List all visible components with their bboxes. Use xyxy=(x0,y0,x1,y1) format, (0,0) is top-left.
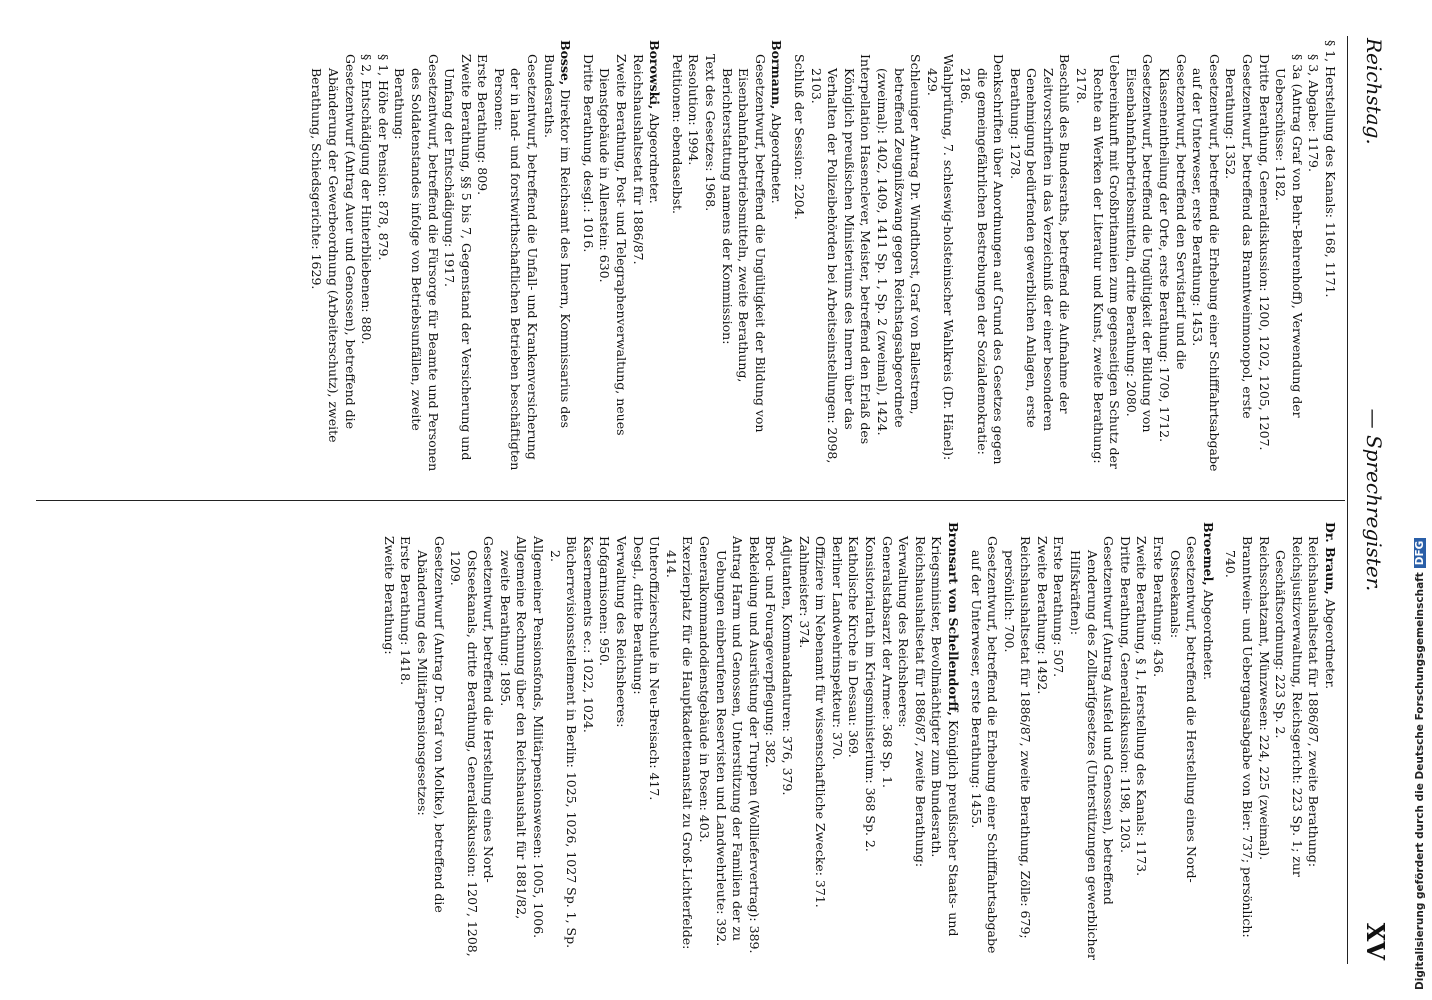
entry-text: Erste Berathung: 436. xyxy=(1151,536,1167,678)
entry-line xyxy=(540,40,573,480)
entry-line xyxy=(397,522,414,962)
entry-text: Resolution: 1994. xyxy=(686,54,702,166)
entry-text: Petitionen: ebendaselbst. xyxy=(669,54,685,215)
entry-text: Gesetzentwurf, betreffend die Ungültigkeit der Bildung von Eisenbahnfahrbetriebsmitteln, dritte Berathung: 2080. xyxy=(1123,54,1156,433)
entry-text: Gesetzentwurf, betreffend den Servistarif und die Klasseneintheilung der Orte, erste Berathung: 1709, 1712. xyxy=(1157,54,1189,443)
entry-text: Gesetzentwurf, betreffend das Branntweinmonopol, erste Berathung: 1352. xyxy=(1223,54,1256,419)
entry-line xyxy=(845,522,862,962)
entry-line xyxy=(1222,40,1255,480)
dfg-logo: DFG xyxy=(1414,538,1426,569)
speaker-name: Borowski, xyxy=(647,40,663,110)
entry-line xyxy=(1255,522,1272,962)
entry-line xyxy=(1067,522,1117,962)
entry-text: Adjutanten, Kommandanturen: 376, 379. xyxy=(780,536,795,796)
entry-text: Gesetzentwurf, betreffend die Fürsorge für Beamte und Personen des Soldatenstandes infolge von Betriebsunfällen, zweite Berathung: xyxy=(392,54,441,472)
entry-line xyxy=(1272,522,1305,962)
entry-text: Gesetzentwurf, betreffend die Herstellung eines Nord-Ostseekanals: xyxy=(1167,536,1200,883)
entry-line xyxy=(1006,40,1072,480)
entry-text: Dritte Berathung, Generaldiskussion: 1200, 1202, 1205, 1207. xyxy=(1256,54,1272,451)
entry-text: Interpellation Hasenclever, Meister, betreffend den Erlaß des Königlich preußischen Ministeriums des Innern über das Verhalten der Polizeibehörden bei Arbeitseinstellungen: 2098, 2103. xyxy=(808,54,874,464)
register-entry xyxy=(668,40,784,480)
entry-text: Zweite Berathung: 1492. xyxy=(1034,536,1050,695)
entry-line xyxy=(1222,522,1255,962)
entry-line xyxy=(795,522,812,962)
entry-text: Konsistorialrath im Kriegsministerium: 368 Sp. 2. xyxy=(862,536,878,852)
entry-text: § 1, Herstellung des Kanals: 1168, 1171. xyxy=(1323,40,1338,298)
entry-line xyxy=(1305,40,1322,480)
entry-text: Generalstabsarzt der Armee: 368 Sp. 1. xyxy=(879,536,895,789)
speaker-name: Bosse, xyxy=(558,40,574,86)
entry-text: Exerzierplatz für die Hauptkadettenanstalt zu Groß-Lichterfelde: 414. xyxy=(663,536,696,950)
entry-line xyxy=(956,40,1006,480)
entry-line xyxy=(873,40,923,480)
entry-text: Schleuniger Antrag Dr. Windthorst, Graf von Ballestrem, betreffend Zeugnißzwang gegen Reichstagsabgeordnete (zweimal): 1402, 1409, 1411 Sp. 1, Sp. 2 (zweimal), 1424. xyxy=(874,54,924,436)
entry-text: Antrag Harm und Genossen, Unterstützung der Familien der zu Uebungen einberufenen Reservisten und Landwehrleute: 392. xyxy=(713,536,746,947)
entry-text: Zweite Berathung, § 1, Herstellung des Kanals: 1173. xyxy=(1134,536,1150,877)
entry-text: Schluß der Session: 2204. xyxy=(792,54,807,220)
entry-text: Bekleidung und Ausrüstung der Truppen (Wollliefervertrag): 389. xyxy=(746,536,762,954)
entry-line xyxy=(768,40,785,480)
entry-line xyxy=(1189,40,1222,480)
entry-text: Zweite Berathung, Post- und Telegraphenverwaltung, neues Dienstgebäude in Allenstein: 630. xyxy=(597,54,630,436)
entry-line xyxy=(579,40,596,480)
credit-text: Digitalisierung gefördert durch die Deutsche Forschungsgemeinschaft xyxy=(1414,572,1426,990)
register-entry xyxy=(380,522,961,962)
entry-line xyxy=(596,522,613,962)
entry-text: Reichsjustizverwaltung, Reichsgericht: 223 Sp. 1; zur Geschäftsordnung: 223 Sp. 2. xyxy=(1273,536,1305,877)
register-entry xyxy=(1222,522,1338,962)
left-column xyxy=(18,40,1338,480)
entry-text: Gesetzentwurf, betreffend die Erhebung einer Schifffahrtsabgabe auf der Unterweser, erste Berathung: 1453. xyxy=(1190,54,1222,472)
entry-text: Offiziere im Nebenamt für wissenschaftliche Zwecke: 371. xyxy=(813,536,829,908)
entry-line xyxy=(441,40,474,480)
digitization-credit-strip xyxy=(1412,0,1432,1000)
entry-text: Uebereinkunft mit Großbritannien zum gegenseitigen Schutz der Rechte an Werken der Literatur und Kunst, zweite Berathung: 2178. xyxy=(1074,54,1123,469)
entry-line xyxy=(712,522,745,962)
entry-text: Generalkommandodienstgebäude in Posen: 403. xyxy=(697,536,713,843)
entry-text: Berliner Landwehrinspekteur: 370. xyxy=(829,536,845,760)
entry-text: Branntwein- und Uebergangsabgabe von Bier: 737; persönlich: 740. xyxy=(1223,536,1256,938)
entry-text: § 1, Höhe der Pension: 878, 879. xyxy=(375,54,391,261)
right-column xyxy=(18,522,1338,962)
entry-line xyxy=(391,40,441,480)
entry-line xyxy=(668,40,685,480)
entry-line xyxy=(1166,522,1199,962)
entry-line xyxy=(861,522,878,962)
entry-text: Zweite Berathung, §§ 5 bis 7, Gegenstand der Versicherung und Umfang der Entschädigung: 1917. xyxy=(442,54,474,461)
entry-text: Abgeordneter. xyxy=(1323,598,1338,690)
entry-text: Zahlmeister: 374. xyxy=(796,536,812,649)
entry-text: Gesetzentwurf (Antrag Auer und Genossen), betreffend die Abänderung der Gewerbeordnung (Arbeiterschutz), zweite Berathung, Schiedsgerichte: 1629. xyxy=(309,54,358,443)
entry-line xyxy=(911,522,928,962)
entry-text: Dritte Berathung, Generaldiskussion: 1198, 1203. xyxy=(1117,536,1133,853)
entry-line xyxy=(1321,40,1338,480)
entry-line xyxy=(1155,40,1188,480)
entry-text: Gesetzentwurf, betreffend die Unfall- und Krankenversicherung der in land- und forstwirthschaftlichen Betrieben beschäftigten Personen: xyxy=(491,54,541,471)
entry-text: Erste Berathung: 809. xyxy=(475,54,491,196)
entry-text: Reichshaushaltsetat für 1886/87, zweite Berathung: xyxy=(912,536,928,868)
entry-text: Gesetzentwurf (Antrag Ausfeld und Genossen), betreffend Aenderung des Zolltarifgesetzes (Unterstützungen gewerblicher Hilfskräften): xyxy=(1068,536,1117,960)
speaker-name: Dr. Braun, xyxy=(1323,522,1338,595)
entry-line xyxy=(695,522,712,962)
entry-text: Abgeordneter. xyxy=(647,113,663,204)
entry-text: § 3, Abgabe: 1179. xyxy=(1306,54,1322,172)
page-number: XV xyxy=(1361,922,1390,960)
header-rule xyxy=(1347,36,1348,964)
entry-line xyxy=(967,522,1000,962)
entry-text: Unteroffizierschule in Neu-Breisach: 417. xyxy=(647,536,663,801)
entry-line xyxy=(474,40,491,480)
entry-line xyxy=(490,40,540,480)
entry-line xyxy=(596,40,629,480)
entry-line xyxy=(1033,522,1050,962)
entry-line xyxy=(546,522,579,962)
entry-line xyxy=(308,40,358,480)
entry-text: Verwaltung des Reichsheeres: xyxy=(614,536,630,728)
entry-text: Direktor im Reichsamt des Innern, Kommissarius des Bundesraths. xyxy=(541,54,574,429)
entry-text: Allgemeiner Pensionsfonds, Militärpensionswesen: 1005, 1006. xyxy=(531,536,547,939)
column-divider xyxy=(36,500,1345,501)
digitization-credit xyxy=(1414,538,1426,990)
entry-line xyxy=(790,40,807,480)
entry-text: Wahlprüfung, 7. schleswig-holsteinischer Wahlkreis (Dr. Hänel): 429. xyxy=(924,54,957,461)
entry-line xyxy=(496,522,529,962)
entry-text: Verwaltung des Reichsheeres: xyxy=(896,536,912,728)
entry-text: Abgeordneter. xyxy=(769,113,785,204)
entry-text: Katholische Kirche in Dessau: 369. xyxy=(846,536,862,758)
register-entry xyxy=(308,40,574,480)
entry-line xyxy=(1116,522,1133,962)
entry-text: Zweite Berathung: xyxy=(381,536,397,655)
entry-text: § 3a (Antrag Graf von Behr-Behrenhoff), Verwendung der Ueberschüsse: 1182. xyxy=(1273,54,1305,418)
entry-line xyxy=(1050,522,1067,962)
entry-text: Dritte Berathung, desgl.: 1016. xyxy=(580,54,596,253)
entry-line xyxy=(878,522,895,962)
entry-line xyxy=(646,40,663,480)
register-entry xyxy=(967,522,1216,962)
page-header xyxy=(1350,0,1400,1000)
entry-text: Königlich preußischer Staats- und Kriegsminister, Bevollmächtigter zum Bundesrath. xyxy=(929,536,961,937)
entry-text: Erste Berathung: 1418. xyxy=(398,536,414,686)
entry-line xyxy=(718,40,768,480)
header-left: Reichstag. xyxy=(1362,38,1386,145)
entry-line xyxy=(762,522,779,962)
entry-text: Reichshaushaltsetat für 1886/87. xyxy=(630,54,646,265)
entry-text: Gesetzentwurf (Antrag Dr. Graf von Moltke), betreffend die Abänderung des Militärpensionsgesetzes: xyxy=(414,536,447,913)
entry-line xyxy=(1305,522,1322,962)
entry-line xyxy=(1199,522,1216,962)
entry-text: Gesetzentwurf, betreffend die Herstellung eines Nord-Ostseekanals, dritte Berathung, Generaldiskussion: 1207, 1208, 1209. xyxy=(448,536,497,957)
entry-line xyxy=(1255,40,1272,480)
entry-text: Gesetzentwurf, betreffend die Erhebung einer Schifffahrtsabgabe auf der Unterweser, erste Berathung: 1455. xyxy=(968,536,1001,954)
entry-line xyxy=(380,522,397,962)
entry-line xyxy=(447,522,497,962)
entry-text: Beschluß des Bundesraths, betreffend die Aufnahme der Zeitvorschriften in das Verzeichniß der einer besonderen Genehmigung bedürfenden gewerblichen Anlagen, erste Berathung: 1278. xyxy=(1007,54,1073,432)
entry-line xyxy=(745,522,762,962)
entry-line xyxy=(812,522,829,962)
entry-text: Denkschriften über Anordnungen auf Grund des Gesetzes gegen die gemeingefährlichen Bestrebungen der Sozialdemokratie: 2186. xyxy=(957,54,1007,465)
entry-line xyxy=(530,522,547,962)
entry-line xyxy=(612,522,629,962)
entry-line xyxy=(374,40,391,480)
entry-text: Text des Gesetzes: 1968. xyxy=(703,54,719,212)
entry-text: Hofgarnisonen: 950. xyxy=(597,536,613,666)
entry-text: Gesetzentwurf, betreffend die Ungültigkeit der Bildung von Eisenbahnfahrbetriebsmitteln, zweite Berathung, Berichterstattung namens der Kommission: xyxy=(719,54,768,433)
entry-line xyxy=(923,40,956,480)
entry-line xyxy=(895,522,912,962)
entry-text: Kasernements ec.: 1022, 1024. xyxy=(580,536,596,733)
speaker-name: Bronsart von Schellendorff, xyxy=(945,522,961,716)
entry-line xyxy=(662,522,695,962)
entry-line xyxy=(413,522,446,962)
speaker-name: Bormann, xyxy=(769,40,785,110)
entry-text: Reichshaushaltsetat für 1886/87, zweite Berathung: xyxy=(1306,536,1322,868)
entry-line xyxy=(928,522,961,962)
register-entry xyxy=(579,40,662,480)
entry-line xyxy=(778,522,795,962)
entry-line xyxy=(1122,40,1155,480)
speaker-name: Broemel, xyxy=(1200,522,1216,586)
entry-text: Abgeordneter. xyxy=(1200,589,1216,681)
entry-line xyxy=(701,40,718,480)
entry-text: Bücherrevisionsstellement in Berlin: 1025, 1026, 1027 Sp. 1, Sp. 2. xyxy=(547,536,580,949)
entry-line xyxy=(629,40,646,480)
entry-line xyxy=(579,522,596,962)
entry-text: Allgemeine Rechnung über den Reichshaushalt für 1881/82, zweite Berathung: 1895. xyxy=(497,536,530,920)
entry-line xyxy=(629,522,646,962)
entry-line xyxy=(646,522,663,962)
entry-line xyxy=(358,40,375,480)
header-center: — Sprechregister. xyxy=(1362,408,1386,592)
entry-line xyxy=(807,40,873,480)
entry-text: § 2, Entschädigung der Hinterbliebenen: 880. xyxy=(359,54,375,345)
entry-line xyxy=(1272,40,1305,480)
entry-text: Erste Berathung: 507. xyxy=(1051,536,1067,678)
entry-text: Brod- und Fourageverpflegung: 382. xyxy=(763,536,779,768)
entry-line xyxy=(1073,40,1123,480)
entry-line xyxy=(1321,522,1338,962)
entry-line xyxy=(828,522,845,962)
entry-text: Reichsschatzamt, Münzwesen: 224, 225 (zweimal). xyxy=(1256,536,1272,861)
entry-line xyxy=(1149,522,1166,962)
entry-line xyxy=(1000,522,1033,962)
entry-text: Reichshaushaltsetat für 1886/87, zweite Berathung, Zölle: 679; persönlich: 700. xyxy=(1001,536,1034,939)
entry-text: Desgl., dritte Berathung: xyxy=(630,536,646,695)
entry-line xyxy=(1133,522,1150,962)
entry-line xyxy=(685,40,702,480)
register-entry xyxy=(790,40,1338,480)
